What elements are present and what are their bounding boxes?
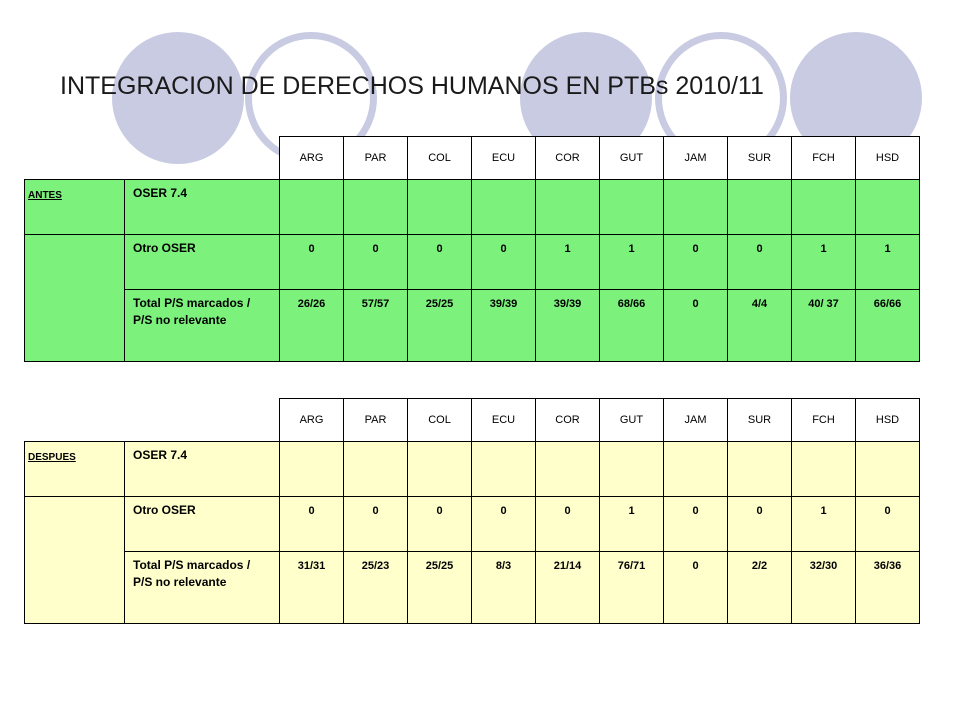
mark-cell [600,180,664,235]
col-header: GUT [600,137,664,180]
mark-cell [792,180,856,235]
despues-header-row [25,399,920,442]
value-cell: 2/2 [728,552,792,624]
header-spacer [25,399,280,442]
value-cell: 57/57 [344,290,408,362]
col-header: COL [408,399,472,442]
total-label-line1: Total P/S marcados / [133,296,251,310]
value-cell: 0 [344,497,408,552]
value-cell: 0 [536,497,600,552]
mark-cell [536,180,600,235]
value-cell: 31/31 [280,552,344,624]
value-cell: 1 [600,497,664,552]
mark-cell [600,442,664,497]
mark-cell [472,180,536,235]
total-label-line2: P/S no relevante [133,313,227,327]
col-header: SUR [728,399,792,442]
antes-header-row [25,137,920,180]
col-header: ARG [280,399,344,442]
value-cell: 1 [792,497,856,552]
value-cell: 0 [472,235,536,290]
value-cell: 21/14 [536,552,600,624]
mark-cell [856,180,920,235]
value-cell: 0 [472,497,536,552]
section-spacer [25,235,125,362]
col-header: JAM [664,137,728,180]
value-cell: 36/36 [856,552,920,624]
col-header: COL [408,137,472,180]
mark-cell [344,442,408,497]
section-spacer [25,497,125,624]
mark-cell [344,180,408,235]
value-cell: 0 [408,235,472,290]
antes-otro-row [25,235,920,290]
mark-cell [792,442,856,497]
section-label: ANTES [25,180,125,235]
section-label: DESPUES [25,442,125,497]
header-spacer [25,137,280,180]
value-cell: 8/3 [472,552,536,624]
col-header: ARG [280,137,344,180]
col-header: HSD [856,137,920,180]
mark-cell [536,442,600,497]
value-cell: 4/4 [728,290,792,362]
value-cell: 1 [600,235,664,290]
value-cell: 39/39 [536,290,600,362]
value-cell: 1 [536,235,600,290]
antes-table [24,136,920,362]
mark-cell [408,180,472,235]
value-cell: 0 [408,497,472,552]
mark-cell [728,442,792,497]
mark-cell [408,442,472,497]
value-cell: 39/39 [472,290,536,362]
mark-cell [664,442,728,497]
mark-cell [728,180,792,235]
mark-cell [280,442,344,497]
value-cell: 25/25 [408,552,472,624]
col-header: HSD [856,399,920,442]
col-header: JAM [664,399,728,442]
mark-cell [856,442,920,497]
value-cell: 0 [280,497,344,552]
col-header: ECU [472,137,536,180]
row-label-total [125,552,280,624]
value-cell: 1 [792,235,856,290]
value-cell: 0 [664,497,728,552]
value-cell: 0 [728,497,792,552]
despues-otro-row [25,497,920,552]
col-header: SUR [728,137,792,180]
col-header: PAR [344,137,408,180]
despues-table [24,398,920,624]
value-cell: 66/66 [856,290,920,362]
value-cell: 25/23 [344,552,408,624]
value-cell: 32/30 [792,552,856,624]
antes-oser-row [25,180,920,235]
page-title: INTEGRACION DE DERECHOS HUMANOS EN PTBs 2010/11 [60,72,764,100]
value-cell: 40/ 37 [792,290,856,362]
row-label: Otro OSER [125,497,280,552]
col-header: FCH [792,399,856,442]
mark-cell [280,180,344,235]
despues-oser-row [25,442,920,497]
value-cell: 0 [664,552,728,624]
row-label: Otro OSER [125,235,280,290]
despues-total-row [25,552,920,624]
value-cell: 0 [344,235,408,290]
value-cell: 0 [664,290,728,362]
total-label-line1: Total P/S marcados / [133,558,251,572]
mark-cell [664,180,728,235]
value-cell: 0 [728,235,792,290]
value-cell: 0 [280,235,344,290]
value-cell: 1 [856,235,920,290]
col-header: FCH [792,137,856,180]
row-label: OSER 7.4 [125,180,280,235]
value-cell: 76/71 [600,552,664,624]
col-header: COR [536,399,600,442]
value-cell: 68/66 [600,290,664,362]
total-label-line2: P/S no relevante [133,575,227,589]
col-header: GUT [600,399,664,442]
col-header: ECU [472,399,536,442]
row-label-total [125,290,280,362]
value-cell: 0 [664,235,728,290]
value-cell: 25/25 [408,290,472,362]
col-header: PAR [344,399,408,442]
row-label: OSER 7.4 [125,442,280,497]
value-cell: 26/26 [280,290,344,362]
antes-total-row [25,290,920,362]
value-cell: 0 [856,497,920,552]
col-header: COR [536,137,600,180]
mark-cell [472,442,536,497]
